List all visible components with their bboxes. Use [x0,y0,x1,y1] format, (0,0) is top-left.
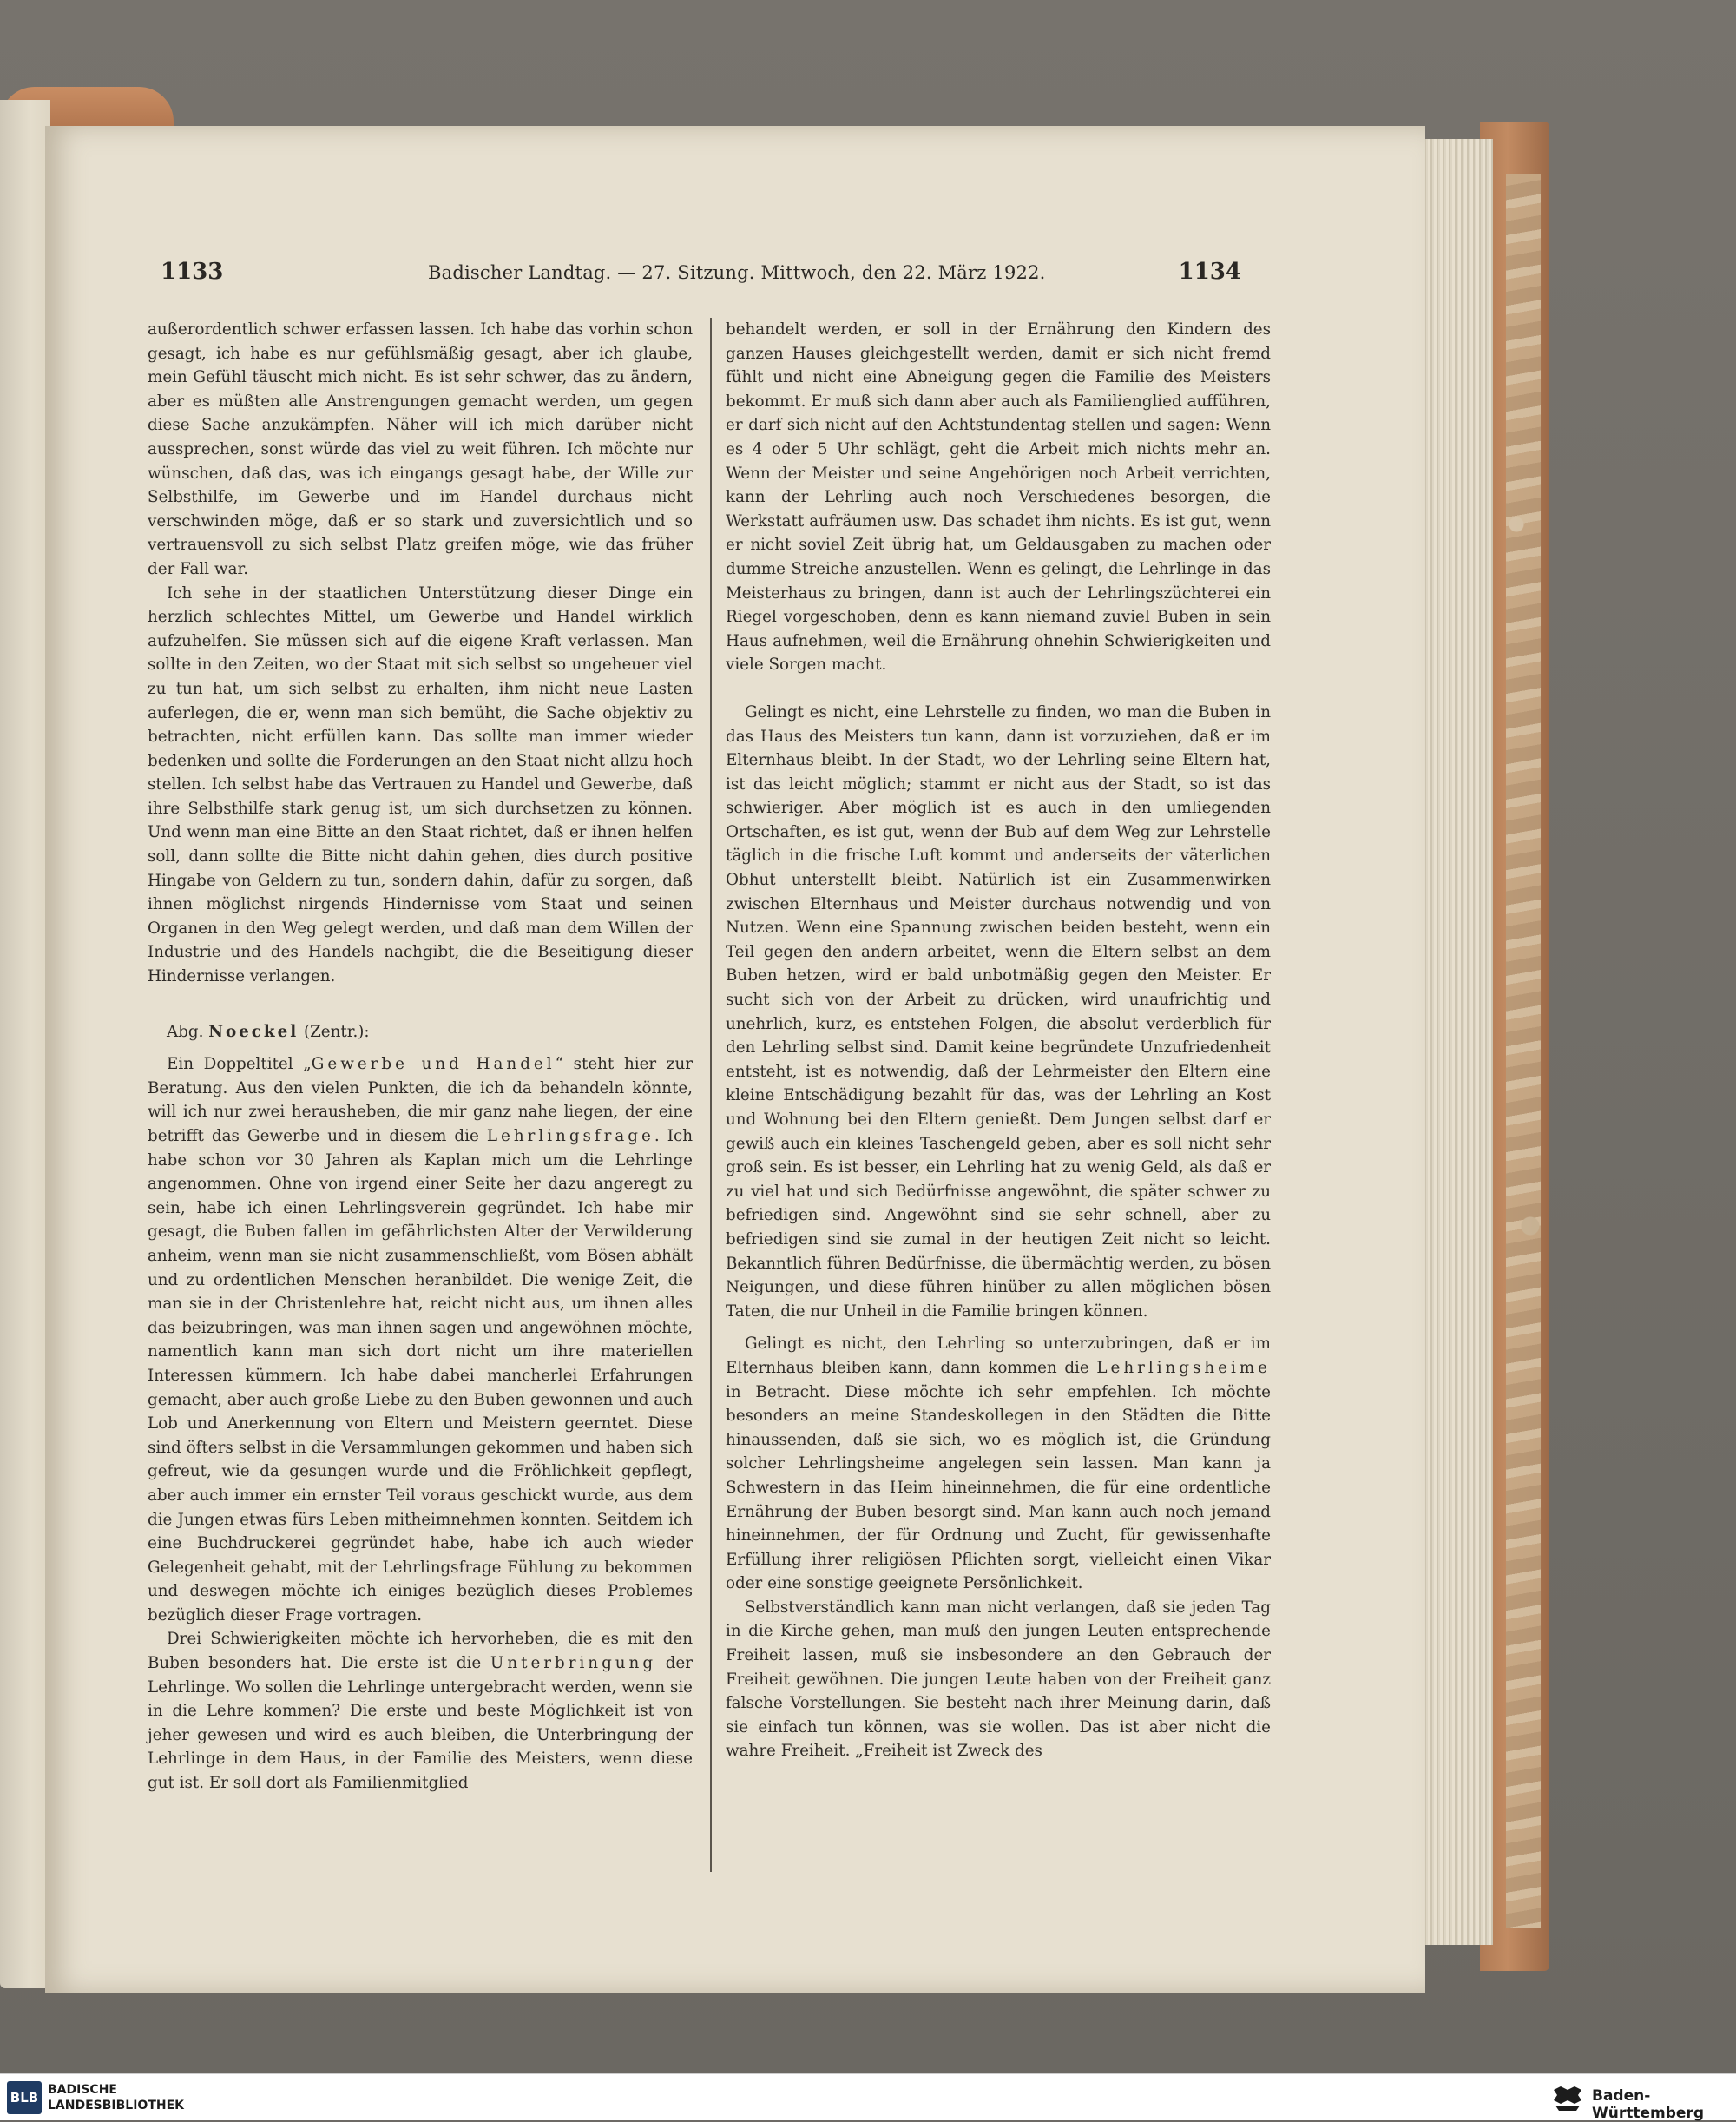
paragraph [726,1332,1271,1596]
text-run: Gelingt es nicht, den Lehrling so unterzubringen, daß er im Elternhaus bleiben kann, dann kommen die [726,1334,1271,1377]
paragraph: außerordentlich schwer erfassen lassen. Ich habe das vorhin schon gesagt, ich habe es nur gefühlsmäßig gesagt, aber ich glaube, mein Gefühl täuscht mich nicht. Es ist sehr schwer, das zu ändern, aber es müßten alle Anstrengungen gemacht werden, um gegen diese Sache anzukämpfen. Näher will ich mich darüber nicht aussprechen, sonst würde das viel zu weit führen. Ich möchte nur wünschen, daß das, was ich eingangs gesagt habe, der Wille zur Selbsthilfe, im Gewerbe und im Handel durchaus nicht verschwinden möge, daß er so stark und zuversichtlich und so vertrauensvoll zu sich selbst Platz greifen möge, wie das früher der Fall war. [148,320,693,578]
emphasized-title: Gewerbe und Handel [311,1055,556,1074]
baden-wuerttemberg-lions-icon [1550,2083,1585,2112]
paragraph [148,1627,693,1795]
text-column-right [726,318,1271,1763]
speaker-name: Noeckel [208,1022,299,1041]
page-header [161,259,1241,293]
blb-logo[interactable]: BLB [7,2081,42,2114]
library-name[interactable] [48,2082,184,2113]
page-number-left: 1133 [161,259,224,285]
text-run: Ein Doppeltitel „ [167,1055,312,1074]
library-name-line1: BADISCHE [48,2083,117,2097]
paragraph: behandelt werden, er soll in der Ernährung den Kindern des ganzen Hauses gleichgestellt werden, damit er sich nicht fremd fühlt und nicht eine Abneigung gegen die Familie des Meisters bekommt. Er muß sich dann aber auch als Familienglied aufführen, er darf sich nicht auf den Achtstundentag stellen und sagen: Wenn es 4 oder 5 Uhr schlägt, geht die Arbeit mich nichts mehr an. Wenn der Meister und seine Angehörigen noch Arbeit verrichten, kann der Lehrling auch noch Verschiedenes besorgen, die Werkstatt aufräumen usw. Das schadet ihm nichts. Es ist gut, wenn er nicht soviel Zeit übrig hat, um Geldausgaben zu machen oder dumme Streiche anzustellen. Wenn es gelingt, die Lehrlinge in das Meisterhaus zu bringen, dann ist auch der Lehrlingszüchterei ein Riegel vorgeschoben, denn es kann niemand zuviel Buben in sein Haus aufnehmen, weil die Ernährung ohnehin Schwierigkeiten und viele Sorgen macht. [726,320,1271,675]
text-run: . Ich habe schon vor 30 Jahren als Kaplan mich um die Lehrlinge angenommen. Ohne von irgend einer Seite her dazu angeregt zu sein, habe ich einen Lehrlingsverein gegründet. Ich habe mir gesagt, die Buben fallen im gefährlichsten Alter der Verwilderung anheim, wenn man sie nicht zusammenschließt, vom Bösen abhält und zu ordentlichen Menschen heranbildet. Die wenige Zeit, die man sie in der Christenlehre hat, reicht nicht aus, um ihnen alles das beizubringen, was man ihnen sagen und angewöhnen möchte, namentlich kann man sich dort nicht um ihre materiellen Interessen kümmern. Ich habe dabei mancherlei Erfahrungen gemacht, aber auch große Liebe zu den Buben gewonnen und auch Lob und Anerkennung von Eltern und Meistern geerntet. Diese sind öfters selbst in die Versammlungen gekommen und haben sich gefreut, wie da gesungen wurde und die Fröhlichkeit gepflegt, aber auch immer ein ernster Teil voraus geschickt wurde, aus dem die Jungen etwas fürs Leben mitheimnehmen konnten. Seitdem ich eine Buchdruckerei gegründet habe, habe ich auch wieder Gelegenheit gehabt, mit der Lehrlingsfrage Fühlung zu bekommen und deswegen möchte ich einiges bezüglich dieses Problemes bezüglich dieser Frage vortragen. [148,1127,693,1624]
paragraph [148,1052,693,1627]
speaker-line [148,1020,693,1045]
column-divider [710,318,712,1872]
page-number-right: 1134 [1178,259,1241,285]
emphasized-term: Unterbringung [490,1654,657,1673]
speaker-party: (Zentr.): [303,1022,370,1041]
text-run: Drei Schwierigkeiten möchte ich hervorheben, die es mit den Buben besonders hat. Die erste ist die [148,1630,693,1673]
emphasized-term: Lehrlingsheime [1096,1358,1271,1377]
marbled-cover-pattern [1506,174,1541,1928]
text-column-left [148,318,693,1796]
text-run: der Lehrlinge. Wo sollen die Lehrlinge untergebracht werden, wenn sie in die Lehre kommen? Die erste und beste Möglichkeit ist von jeher gewesen und wird es auch bleiben, die Unterbringung der Lehrlinge in dem Haus, in der Familie des Meisters, wenn diese gut ist. Er soll dort als Familienmitglied [148,1654,693,1793]
text-run: in Betracht. Diese möchte ich sehr empfehlen. Ich möchte besonders an meine Standeskollegen in den Städten die Bitte hinaussenden, daß sie sich, wo es möglich ist, die Gründung solcher Lehrlingsheime angelegen sein lassen. Man kann ja Schwestern in das Heim hineinnehmen, die für eine ordentliche Ernährung der Buben besorgt sind. Man kann auch noch jemand hineinnehmen, der für Ordnung und Zucht, für gewissenhafte Erfüllung ihrer religiösen Pflichten sorgt, vielleicht einen Vikar oder eine sonstige geeignete Persönlichkeit. [726,1382,1271,1593]
state-name[interactable]: Baden-Württemberg [1592,2087,1704,2122]
paragraph: Selbstverständlich kann man nicht verlangen, daß sie jeden Tag in die Kirche gehen, man muß den jungen Leuten entsprechende Freiheit lassen, muß sie insbesondere an den Gebrauch der Freiheit gewöhnen. Die jungen Leute haben von der Freiheit ganz falsche Vorstellungen. Sie besteht nach ihrer Meinung darin, daß sie einfach tun können, was sie wollen. Das ist aber nicht die wahre Freiheit. „Freiheit ist Zweck des [726,1598,1271,1761]
running-title: Badischer Landtag. — 27. Sitzung. Mittwoch, den 22. März 1922. [428,262,1046,283]
paragraph: Ich sehe in der staatlichen Unterstützung dieser Dinge ein herzlich schlechtes Mittel, um Gewerbe und Handel wirklich aufzuhelfen. Sie müssen sich auf die eigene Kraft verlassen. Man sollte in den Zeiten, wo der Staat mit sich selbst so ungeheuer viel zu tun hat, um sich selbst zu erhalten, ihm nicht neue Lasten auferlegen, die er, wenn man sich bemüht, die Sache objektiv zu betrachten, nicht erfüllen kann. Das sollte man immer wieder bedenken und sollte die Forderungen an den Staat nicht allzu hoch stellen. Ich selbst habe das Vertrauen zu Handel und Gewerbe, daß ihre Selbsthilfe stark genug ist, um sich durchsetzen zu können. Und wenn man eine Bitte an den Staat richtet, daß er ihnen helfen soll, dann sollte die Bitte nicht dahin gehen, dies durch positive Hingabe von Geldern zu tun, sondern dahin, dafür zu sorgen, daß ihnen möglichst nirgends Hindernisse vom Staat und seinen Organen in den Weg gelegt werden, und daß man dem Willen der Industrie und des Handels nachgibt, die die Beseitigung dieser Hindernisse verlangen. [148,583,693,986]
text-run: “ steht hier zur Beratung. Aus den vielen Punkten, die ich da behandeln könnte, will ich nur zwei herausheben, die mir ganz nahe liegen, der eine betrifft das Gewerbe und in diesem die [148,1055,693,1145]
left-page-edge [0,100,50,1988]
library-name-line2: LANDESBIBLIOTHEK [48,2099,185,2112]
speaker-prefix: Abg. [167,1022,204,1041]
footer-bar [0,2073,1736,2120]
paragraph: Gelingt es nicht, eine Lehrstelle zu finden, wo man die Buben in das Haus des Meisters tun kann, dann ist vorzuziehen, daß er im Elternhaus bleibt. In der Stadt, wo der Lehrling seine Eltern hat, ist das leicht möglich; stammt er nicht aus der Stadt, so ist das schwieriger. Aber möglich ist es auch in den umliegenden Ortschaften, es ist gut, wenn der Bub auf dem Weg zur Lehrstelle täglich in die frische Luft kommt und anderseits der väterlichen Obhut unterstellt bleibt. Natürlich ist ein Zusammenwirken zwischen Elternhaus und Meister durchaus notwendig und von Nutzen. Wenn eine Spannung zwischen beiden besteht, wenn ein Teil gegen den andern arbeitet, wenn die Eltern selbst an dem Buben hetzen, wird er bald unbotmäßig gegen den Meister. Er sucht sich von der Arbeit zu drücken, wird unaufrichtig und unehrlich, kurz, es entstehen Folgen, die absolut verderblich für den Lehrling selbst sind. Damit keine begründete Unzufriedenheit entsteht, ist es notwendig, daß der Lehrmeister den Eltern eine kleine Entschädigung bezahlt für das, was der Lehrling an Kost und Wohnung bei den Eltern genießt. Dem Jungen selbst darf er gewiß auch ein kleines Taschengeld geben, aber es soll nicht sehr groß sein. Es ist besser, ein Lehrling hat zu wenig Geld, als daß er zu viel hat und sich Bedürfnisse angewöhnt, die später schwer zu befriedigen sind. Angewöhnt sind sie sehr schnell, aber zu befriedigen sind sie zumal in der heutigen Zeit nicht so leicht. Bekanntlich führen Bedürfnisse, die übermächtig werden, zu bösen Neigungen, und diese führen hinüber zu allen möglichen bösen Taten, die nur Unheil in die Familie bringen können. [726,702,1271,1321]
emphasized-term: Lehrlingsfrage [486,1127,654,1145]
